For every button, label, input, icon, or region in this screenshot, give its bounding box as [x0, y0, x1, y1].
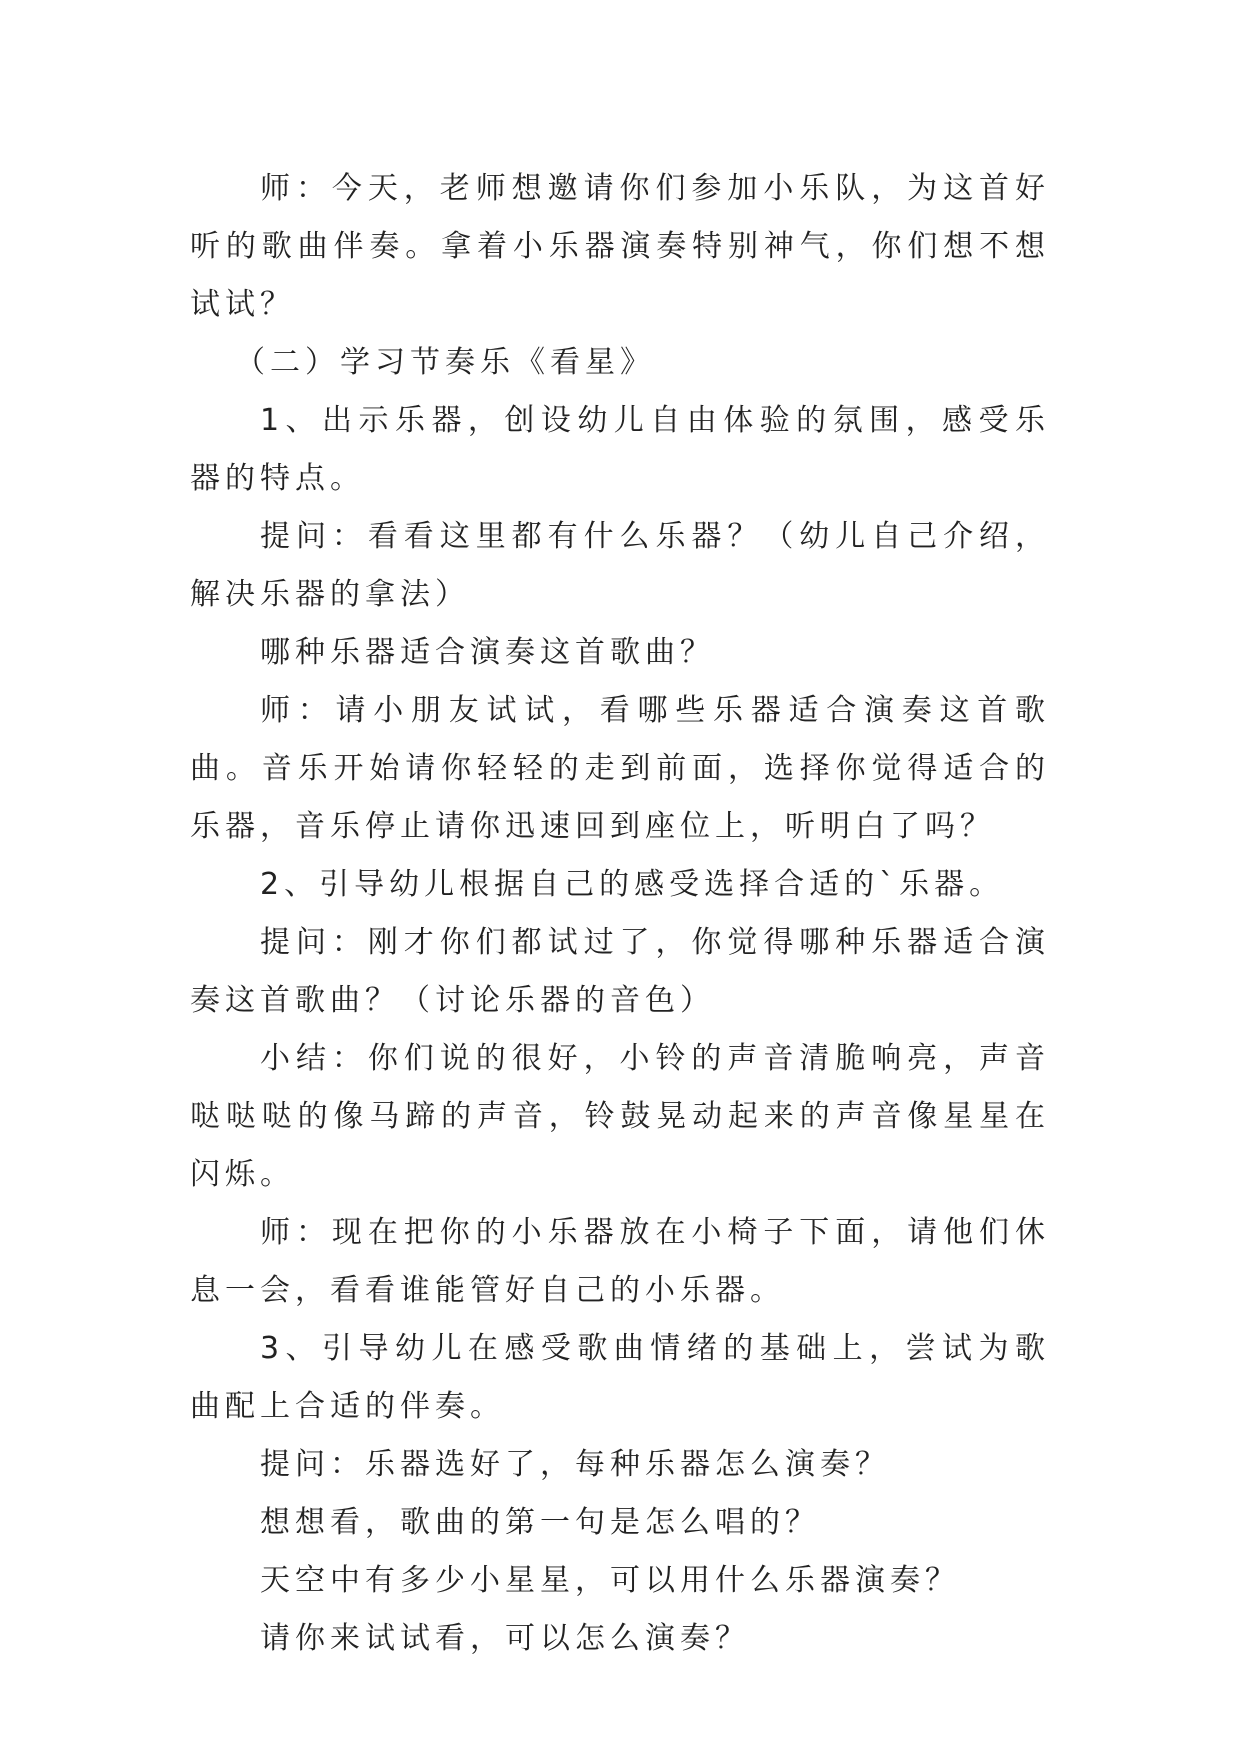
paragraph: 提问：看看这里都有什么乐器？（幼儿自己介绍，解决乐器的拿法）: [190, 519, 1050, 612]
paragraph: 小结：你们说的很好，小铃的声音清脆响亮，声音哒哒哒的像马蹄的声音，铃鼓晃动起来的声音像星星在闪烁。: [190, 1041, 1050, 1192]
section-heading: （二）学习节奏乐《看星》: [235, 345, 655, 380]
paragraph: 师：现在把你的小乐器放在小椅子下面，请他们休息一会，看看谁能管好自己的小乐器。: [190, 1215, 1050, 1308]
paragraph: 师：请小朋友试试，看哪些乐器适合演奏这首歌曲。音乐开始请你轻轻的走到前面，选择你觉得适合的乐器，音乐停止请你迅速回到座位上，听明白了吗？: [190, 693, 1050, 844]
paragraph: 天空中有多少小星星，可以用什么乐器演奏？: [260, 1563, 960, 1598]
document-body: [190, 160, 1050, 1668]
paragraph: 想想看，歌曲的第一句是怎么唱的？: [260, 1505, 820, 1540]
paragraph: 请你来试试看，可以怎么演奏？: [260, 1621, 750, 1656]
paragraph: 3、引导幼儿在感受歌曲情绪的基础上，尝试为歌曲配上合适的伴奏。: [190, 1331, 1050, 1424]
paragraph: 师：今天，老师想邀请你们参加小乐队，为这首好听的歌曲伴奏。拿着小乐器演奏特别神气，你们想不想试试？: [190, 171, 1050, 322]
paragraph: 哪种乐器适合演奏这首歌曲？: [260, 635, 715, 670]
paragraph: 提问：乐器选好了，每种乐器怎么演奏？: [260, 1447, 890, 1482]
paragraph: 提问：刚才你们都试过了，你觉得哪种乐器适合演奏这首歌曲？（讨论乐器的音色）: [190, 925, 1050, 1018]
paragraph: 1、出示乐器，创设幼儿自由体验的氛围，感受乐器的特点。: [190, 403, 1050, 496]
paragraph: 2、引导幼儿根据自己的感受选择合适的`乐器。: [260, 867, 1005, 902]
